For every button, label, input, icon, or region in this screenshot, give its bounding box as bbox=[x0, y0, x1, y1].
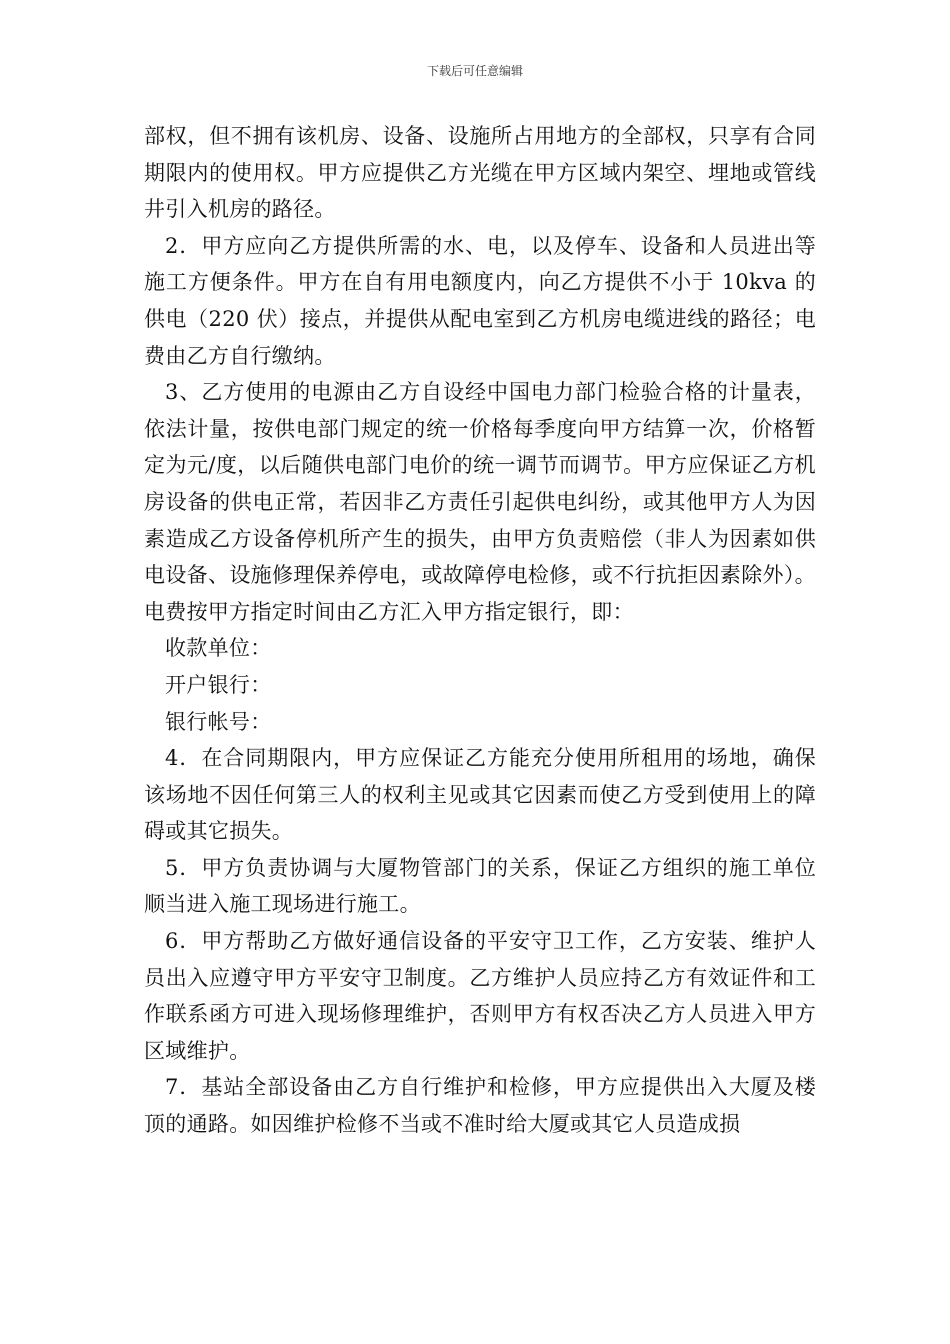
paragraph-clause-3: 3、乙方使用的电源由乙方自设经中国电力部门检验合格的计量表，依法计量，按供电部门规定的统一价格每季度向甲方结算一次，价格暂定为元/度，以后随供电部门电价的统一调节而调节。甲方应保证乙方机房设备的供电正常，若因非乙方责任引起供电纠纷，或其他甲方人为因素造成乙方设备停机所产生的损失，由甲方负责赔偿（非人为因素如供电设备、设施修理保养停电，或故障停电检修，或不行抗拒因素除外）。电费按甲方指定时间由乙方汇入甲方指定银行，即： bbox=[144, 380, 816, 624]
document-body bbox=[144, 118, 816, 1143]
bank-field-account: 银行帐号： bbox=[165, 709, 272, 734]
paragraph-continuation: 部权，但不拥有该机房、设备、设施所占用地方的全部权，只享有合同期限内的使用权。甲方应提供乙方光缆在甲方区域内架空、埋地或管线井引入机房的路径。 bbox=[144, 124, 816, 222]
bank-field-payee: 收款单位： bbox=[165, 636, 272, 661]
paragraph-clause-4: 4．在合同期限内，甲方应保证乙方能充分使用所租用的场地，确保该场地不因任何第三人的权利主见或其它因素而使乙方受到使用上的障碍或其它损失。 bbox=[144, 746, 816, 844]
paragraph-clause-2: 2．甲方应向乙方提供所需的水、电，以及停车、设备和人员进出等施工方便条件。甲方在自有用电额度内，向乙方提供不小于 10kva 的供电（220 伏）接点，并提供从配电室到乙方机房电缆进线的路径；电费由乙方自行缴纳。 bbox=[144, 233, 816, 368]
paragraph-clause-6: 6．甲方帮助乙方做好通信设备的平安守卫工作，乙方安装、维护人员出入应遵守甲方平安守卫制度。乙方维护人员应持乙方有效证件和工作联系函方可进入现场修理维护，否则甲方有权否决乙方人员进入甲方区域维护。 bbox=[144, 929, 816, 1063]
bank-field-bank: 开户银行： bbox=[165, 672, 272, 697]
paragraph-clause-7: 7．基站全部设备由乙方自行维护和检修，甲方应提供出入大厦及楼顶的通路。如因维护检修不当或不准时给大厦或其它人员造成损 bbox=[144, 1075, 816, 1137]
paragraph-clause-5: 5．甲方负责协调与大厦物管部门的关系，保证乙方组织的施工单位顺当进入施工现场进行施工。 bbox=[144, 855, 816, 917]
page-header-note: 下载后可任意编辑 bbox=[426, 64, 523, 78]
